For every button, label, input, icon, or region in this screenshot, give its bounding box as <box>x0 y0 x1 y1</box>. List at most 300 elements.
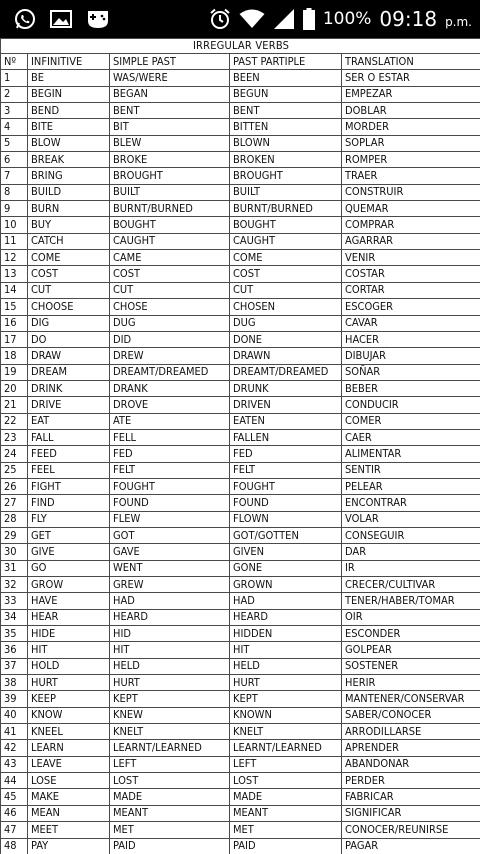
header-infinitive: INFINITIVE <box>28 54 110 70</box>
cell-infinitive: BRING <box>28 168 110 184</box>
header-simple-past: SIMPLE PAST <box>110 54 230 70</box>
table-row <box>1 86 480 102</box>
cell-number: 12 <box>1 250 28 266</box>
cell-simple-past: DID <box>110 331 230 347</box>
clock-time: 09:18 <box>379 7 438 31</box>
cell-number: 41 <box>1 724 28 740</box>
cell-number: 31 <box>1 560 28 576</box>
cell-past-participle: FLOWN <box>230 511 342 527</box>
cell-translation: SER O ESTAR <box>342 70 480 86</box>
table-row <box>1 233 480 249</box>
cell-infinitive: FALL <box>28 429 110 445</box>
cell-past-participle: CUT <box>230 282 342 298</box>
cell-number: 9 <box>1 201 28 217</box>
cell-number: 13 <box>1 266 28 282</box>
cell-infinitive: LOSE <box>28 773 110 789</box>
cell-number: 3 <box>1 103 28 119</box>
cell-simple-past: HEARD <box>110 609 230 625</box>
cell-infinitive: FIGHT <box>28 478 110 494</box>
cell-number: 40 <box>1 707 28 723</box>
cell-number: 26 <box>1 478 28 494</box>
cell-infinitive: DRIVE <box>28 397 110 413</box>
cell-infinitive: MAKE <box>28 789 110 805</box>
cell-infinitive: BEND <box>28 103 110 119</box>
table-row <box>1 707 480 723</box>
cell-simple-past: FLEW <box>110 511 230 527</box>
cell-infinitive: MEAN <box>28 805 110 821</box>
table-row <box>1 119 480 135</box>
cell-translation: ROMPER <box>342 152 480 168</box>
cell-past-participle: BENT <box>230 103 342 119</box>
cell-past-participle: BURNT/BURNED <box>230 201 342 217</box>
cell-simple-past: BENT <box>110 103 230 119</box>
cell-number: 43 <box>1 756 28 772</box>
cell-infinitive: COME <box>28 250 110 266</box>
cell-translation: SABER/CONOCER <box>342 707 480 723</box>
table-row <box>1 478 480 494</box>
cell-simple-past: CHOSE <box>110 299 230 315</box>
cell-infinitive: FEEL <box>28 462 110 478</box>
cell-infinitive: KNEEL <box>28 724 110 740</box>
cell-past-participle: FOUND <box>230 495 342 511</box>
cell-past-participle: LEARNT/LEARNED <box>230 740 342 756</box>
cell-translation: CRECER/CULTIVAR <box>342 577 480 593</box>
cell-number: 27 <box>1 495 28 511</box>
cell-translation: HACER <box>342 331 480 347</box>
cell-past-participle: HURT <box>230 675 342 691</box>
cell-past-participle: FOUGHT <box>230 478 342 494</box>
cell-past-participle: GONE <box>230 560 342 576</box>
cell-infinitive: KNOW <box>28 707 110 723</box>
cell-number: 20 <box>1 380 28 396</box>
table-title: IRREGULAR VERBS <box>1 39 480 54</box>
cell-infinitive: BUY <box>28 217 110 233</box>
table-row <box>1 70 480 86</box>
cell-infinitive: COST <box>28 266 110 282</box>
table-row <box>1 364 480 380</box>
table-row <box>1 282 480 298</box>
cell-infinitive: HEAR <box>28 609 110 625</box>
cell-translation: SOÑAR <box>342 364 480 380</box>
table-row <box>1 805 480 821</box>
table-row <box>1 413 480 429</box>
cell-infinitive: HAVE <box>28 593 110 609</box>
cell-number: 18 <box>1 348 28 364</box>
table-row <box>1 544 480 560</box>
cell-past-participle: EATEN <box>230 413 342 429</box>
cell-simple-past: KEPT <box>110 691 230 707</box>
table-row <box>1 724 480 740</box>
table-row <box>1 299 480 315</box>
cell-translation: PELEAR <box>342 478 480 494</box>
cell-number: 39 <box>1 691 28 707</box>
cell-translation: MORDER <box>342 119 480 135</box>
cell-infinitive: KEEP <box>28 691 110 707</box>
cell-past-participle: HIDDEN <box>230 626 342 642</box>
cell-simple-past: WAS/WERE <box>110 70 230 86</box>
table-row <box>1 397 480 413</box>
cell-infinitive: DO <box>28 331 110 347</box>
cell-past-participle: HIT <box>230 642 342 658</box>
cell-translation: EMPEZAR <box>342 86 480 102</box>
cell-infinitive: HIT <box>28 642 110 658</box>
cell-simple-past: BIT <box>110 119 230 135</box>
cell-past-participle: MEANT <box>230 805 342 821</box>
cell-translation: FABRICAR <box>342 789 480 805</box>
cell-simple-past: WENT <box>110 560 230 576</box>
cell-infinitive: BLOW <box>28 135 110 151</box>
cell-translation: CAER <box>342 429 480 445</box>
cell-number: 7 <box>1 168 28 184</box>
cell-infinitive: GIVE <box>28 544 110 560</box>
cell-translation: HERIR <box>342 675 480 691</box>
table-row <box>1 380 480 396</box>
cell-translation: ESCONDER <box>342 626 480 642</box>
cell-simple-past: HAD <box>110 593 230 609</box>
cell-translation: BEBER <box>342 380 480 396</box>
cell-simple-past: DREW <box>110 348 230 364</box>
cell-simple-past: DREAMT/DREAMED <box>110 364 230 380</box>
game-icon <box>86 7 110 31</box>
cell-infinitive: HIDE <box>28 626 110 642</box>
whatsapp-icon <box>14 8 36 30</box>
cell-simple-past: HID <box>110 626 230 642</box>
cell-infinitive: LEARN <box>28 740 110 756</box>
table-row <box>1 675 480 691</box>
cell-number: 32 <box>1 577 28 593</box>
cell-infinitive: GO <box>28 560 110 576</box>
cell-infinitive: CHOOSE <box>28 299 110 315</box>
cell-translation: VOLAR <box>342 511 480 527</box>
cell-translation: CONSEGUIR <box>342 527 480 543</box>
cell-number: 42 <box>1 740 28 756</box>
cell-simple-past: HIT <box>110 642 230 658</box>
cell-translation: DOBLAR <box>342 103 480 119</box>
cell-simple-past: DRANK <box>110 380 230 396</box>
cell-translation: PAGAR <box>342 838 480 854</box>
cell-simple-past: FELL <box>110 429 230 445</box>
status-bar <box>0 0 480 38</box>
cell-simple-past: LEFT <box>110 756 230 772</box>
cell-past-participle: FED <box>230 446 342 462</box>
cell-past-participle: BEEN <box>230 70 342 86</box>
cell-translation: IR <box>342 560 480 576</box>
cell-translation: COMER <box>342 413 480 429</box>
cell-translation: TENER/HABER/TOMAR <box>342 593 480 609</box>
cell-translation: OIR <box>342 609 480 625</box>
cell-simple-past: DUG <box>110 315 230 331</box>
cell-simple-past: PAID <box>110 838 230 854</box>
cell-infinitive: GROW <box>28 577 110 593</box>
table-row <box>1 315 480 331</box>
cell-number: 19 <box>1 364 28 380</box>
cell-number: 38 <box>1 675 28 691</box>
cell-past-participle: DRIVEN <box>230 397 342 413</box>
cell-infinitive: PAY <box>28 838 110 854</box>
table-row <box>1 462 480 478</box>
cell-translation: VENIR <box>342 250 480 266</box>
cell-infinitive: FLY <box>28 511 110 527</box>
cell-translation: ENCONTRAR <box>342 495 480 511</box>
table-row <box>1 626 480 642</box>
cell-past-participle: KNOWN <box>230 707 342 723</box>
gallery-icon <box>50 9 72 29</box>
cell-past-participle: LOST <box>230 773 342 789</box>
header-past-participle: PAST PARTIPLE <box>230 54 342 70</box>
cell-translation: AGARRAR <box>342 233 480 249</box>
cell-past-participle: BITTEN <box>230 119 342 135</box>
cell-past-participle: HELD <box>230 658 342 674</box>
cell-infinitive: HURT <box>28 675 110 691</box>
cell-simple-past: GOT <box>110 527 230 543</box>
cell-number: 22 <box>1 413 28 429</box>
cell-past-participle: DRAWN <box>230 348 342 364</box>
table-row <box>1 511 480 527</box>
cell-translation: CAVAR <box>342 315 480 331</box>
cell-infinitive: MEET <box>28 822 110 838</box>
cell-translation: ABANDONAR <box>342 756 480 772</box>
cell-simple-past: FOUND <box>110 495 230 511</box>
cell-past-participle: HEARD <box>230 609 342 625</box>
table-row <box>1 217 480 233</box>
cell-number: 23 <box>1 429 28 445</box>
cell-simple-past: BUILT <box>110 184 230 200</box>
cell-simple-past: CUT <box>110 282 230 298</box>
cell-past-participle: BOUGHT <box>230 217 342 233</box>
cell-translation: CONSTRUIR <box>342 184 480 200</box>
cell-number: 1 <box>1 70 28 86</box>
alarm-icon <box>209 8 231 30</box>
table-row <box>1 691 480 707</box>
cell-number: 4 <box>1 119 28 135</box>
table-row <box>1 577 480 593</box>
cell-infinitive: BE <box>28 70 110 86</box>
cell-translation: TRAER <box>342 168 480 184</box>
cell-number: 2 <box>1 86 28 102</box>
cell-translation: CONOCER/REUNIRSE <box>342 822 480 838</box>
cell-past-participle: BROKEN <box>230 152 342 168</box>
table-row <box>1 429 480 445</box>
cell-translation: ARRODILLARSE <box>342 724 480 740</box>
verb-table-image <box>0 38 480 854</box>
table-row <box>1 609 480 625</box>
table-row <box>1 642 480 658</box>
cell-number: 37 <box>1 658 28 674</box>
cell-past-participle: HAD <box>230 593 342 609</box>
cell-number: 34 <box>1 609 28 625</box>
cell-infinitive: FIND <box>28 495 110 511</box>
cell-translation: CORTAR <box>342 282 480 298</box>
wifi-icon <box>239 9 265 29</box>
table-row <box>1 135 480 151</box>
cell-simple-past: LEARNT/LEARNED <box>110 740 230 756</box>
cell-simple-past: DROVE <box>110 397 230 413</box>
cell-number: 48 <box>1 838 28 854</box>
cell-past-participle: PAID <box>230 838 342 854</box>
cell-infinitive: BURN <box>28 201 110 217</box>
table-row <box>1 103 480 119</box>
table-row <box>1 773 480 789</box>
cell-past-participle: BLOWN <box>230 135 342 151</box>
cell-translation: SOSTENER <box>342 658 480 674</box>
table-row <box>1 495 480 511</box>
table-row <box>1 348 480 364</box>
cell-past-participle: CHOSEN <box>230 299 342 315</box>
cell-infinitive: DIG <box>28 315 110 331</box>
cell-number: 11 <box>1 233 28 249</box>
cell-translation: QUEMAR <box>342 201 480 217</box>
cell-past-participle: DRUNK <box>230 380 342 396</box>
table-row <box>1 250 480 266</box>
cell-number: 21 <box>1 397 28 413</box>
cell-number: 46 <box>1 805 28 821</box>
table-body <box>1 70 480 854</box>
cell-number: 29 <box>1 527 28 543</box>
cell-number: 33 <box>1 593 28 609</box>
cell-simple-past: FOUGHT <box>110 478 230 494</box>
cell-simple-past: FELT <box>110 462 230 478</box>
cell-number: 30 <box>1 544 28 560</box>
cell-number: 25 <box>1 462 28 478</box>
cell-number: 35 <box>1 626 28 642</box>
cell-simple-past: COST <box>110 266 230 282</box>
table-row <box>1 822 480 838</box>
table-row <box>1 184 480 200</box>
cell-infinitive: LEAVE <box>28 756 110 772</box>
cell-past-participle: GOT/GOTTEN <box>230 527 342 543</box>
system-icons <box>201 7 472 31</box>
cell-simple-past: CAME <box>110 250 230 266</box>
cell-past-participle: KNELT <box>230 724 342 740</box>
cell-simple-past: LOST <box>110 773 230 789</box>
cell-past-participle: LEFT <box>230 756 342 772</box>
table-row <box>1 266 480 282</box>
cell-number: 8 <box>1 184 28 200</box>
cell-infinitive: CATCH <box>28 233 110 249</box>
table-row <box>1 593 480 609</box>
table-row <box>1 527 480 543</box>
cell-infinitive: DRINK <box>28 380 110 396</box>
cell-number: 14 <box>1 282 28 298</box>
cell-number: 44 <box>1 773 28 789</box>
cell-simple-past: BEGAN <box>110 86 230 102</box>
cell-simple-past: KNELT <box>110 724 230 740</box>
table-header-row <box>1 54 480 70</box>
cell-past-participle: BEGUN <box>230 86 342 102</box>
cell-simple-past: HELD <box>110 658 230 674</box>
cell-past-participle: DUG <box>230 315 342 331</box>
cell-number: 15 <box>1 299 28 315</box>
cell-past-participle: KEPT <box>230 691 342 707</box>
cell-number: 28 <box>1 511 28 527</box>
cell-translation: DIBUJAR <box>342 348 480 364</box>
table-row <box>1 446 480 462</box>
header-number: Nº <box>1 54 28 70</box>
cell-past-participle: GROWN <box>230 577 342 593</box>
cell-infinitive: FEED <box>28 446 110 462</box>
cell-simple-past: BROUGHT <box>110 168 230 184</box>
cell-past-participle: FALLEN <box>230 429 342 445</box>
table-title-row <box>1 39 480 54</box>
cell-number: 6 <box>1 152 28 168</box>
cell-past-participle: MET <box>230 822 342 838</box>
cell-translation: CONDUCIR <box>342 397 480 413</box>
battery-icon <box>303 8 315 30</box>
cell-past-participle: DREAMT/DREAMED <box>230 364 342 380</box>
cell-past-participle: COST <box>230 266 342 282</box>
cell-infinitive: BUILD <box>28 184 110 200</box>
cell-translation: COSTAR <box>342 266 480 282</box>
table-row <box>1 838 480 854</box>
cell-simple-past: BOUGHT <box>110 217 230 233</box>
cell-infinitive: BEGIN <box>28 86 110 102</box>
cell-past-participle: COME <box>230 250 342 266</box>
cell-past-participle: BROUGHT <box>230 168 342 184</box>
cell-past-participle: FELT <box>230 462 342 478</box>
cell-translation: SOPLAR <box>342 135 480 151</box>
cell-translation: PERDER <box>342 773 480 789</box>
cell-translation: ALIMENTAR <box>342 446 480 462</box>
cell-simple-past: HURT <box>110 675 230 691</box>
cell-past-participle: CAUGHT <box>230 233 342 249</box>
cell-infinitive: DRAW <box>28 348 110 364</box>
cell-simple-past: CAUGHT <box>110 233 230 249</box>
cell-number: 36 <box>1 642 28 658</box>
table-row <box>1 152 480 168</box>
cell-simple-past: BROKE <box>110 152 230 168</box>
cell-translation: DAR <box>342 544 480 560</box>
cell-simple-past: GREW <box>110 577 230 593</box>
cell-simple-past: KNEW <box>110 707 230 723</box>
cell-infinitive: BREAK <box>28 152 110 168</box>
cell-translation: APRENDER <box>342 740 480 756</box>
cell-simple-past: MADE <box>110 789 230 805</box>
table-row <box>1 331 480 347</box>
cell-number: 47 <box>1 822 28 838</box>
cell-translation: GOLPEAR <box>342 642 480 658</box>
battery-percentage: 100% <box>322 9 372 29</box>
cell-simple-past: GAVE <box>110 544 230 560</box>
cell-past-participle: GIVEN <box>230 544 342 560</box>
cell-infinitive: DREAM <box>28 364 110 380</box>
irregular-verbs-table <box>0 38 480 854</box>
cell-number: 16 <box>1 315 28 331</box>
cell-simple-past: FED <box>110 446 230 462</box>
table-row <box>1 789 480 805</box>
cell-translation: SIGNIFICAR <box>342 805 480 821</box>
table-row <box>1 756 480 772</box>
signal-icon <box>273 8 295 30</box>
cell-number: 17 <box>1 331 28 347</box>
cell-simple-past: MEANT <box>110 805 230 821</box>
cell-past-participle: MADE <box>230 789 342 805</box>
cell-past-participle: DONE <box>230 331 342 347</box>
cell-translation: SENTIR <box>342 462 480 478</box>
cell-simple-past: ATE <box>110 413 230 429</box>
cell-past-participle: BUILT <box>230 184 342 200</box>
table-row <box>1 201 480 217</box>
table-row <box>1 168 480 184</box>
cell-translation: COMPRAR <box>342 217 480 233</box>
cell-number: 10 <box>1 217 28 233</box>
cell-infinitive: EAT <box>28 413 110 429</box>
cell-infinitive: HOLD <box>28 658 110 674</box>
cell-number: 5 <box>1 135 28 151</box>
cell-simple-past: BURNT/BURNED <box>110 201 230 217</box>
cell-simple-past: MET <box>110 822 230 838</box>
cell-infinitive: BITE <box>28 119 110 135</box>
cell-infinitive: CUT <box>28 282 110 298</box>
